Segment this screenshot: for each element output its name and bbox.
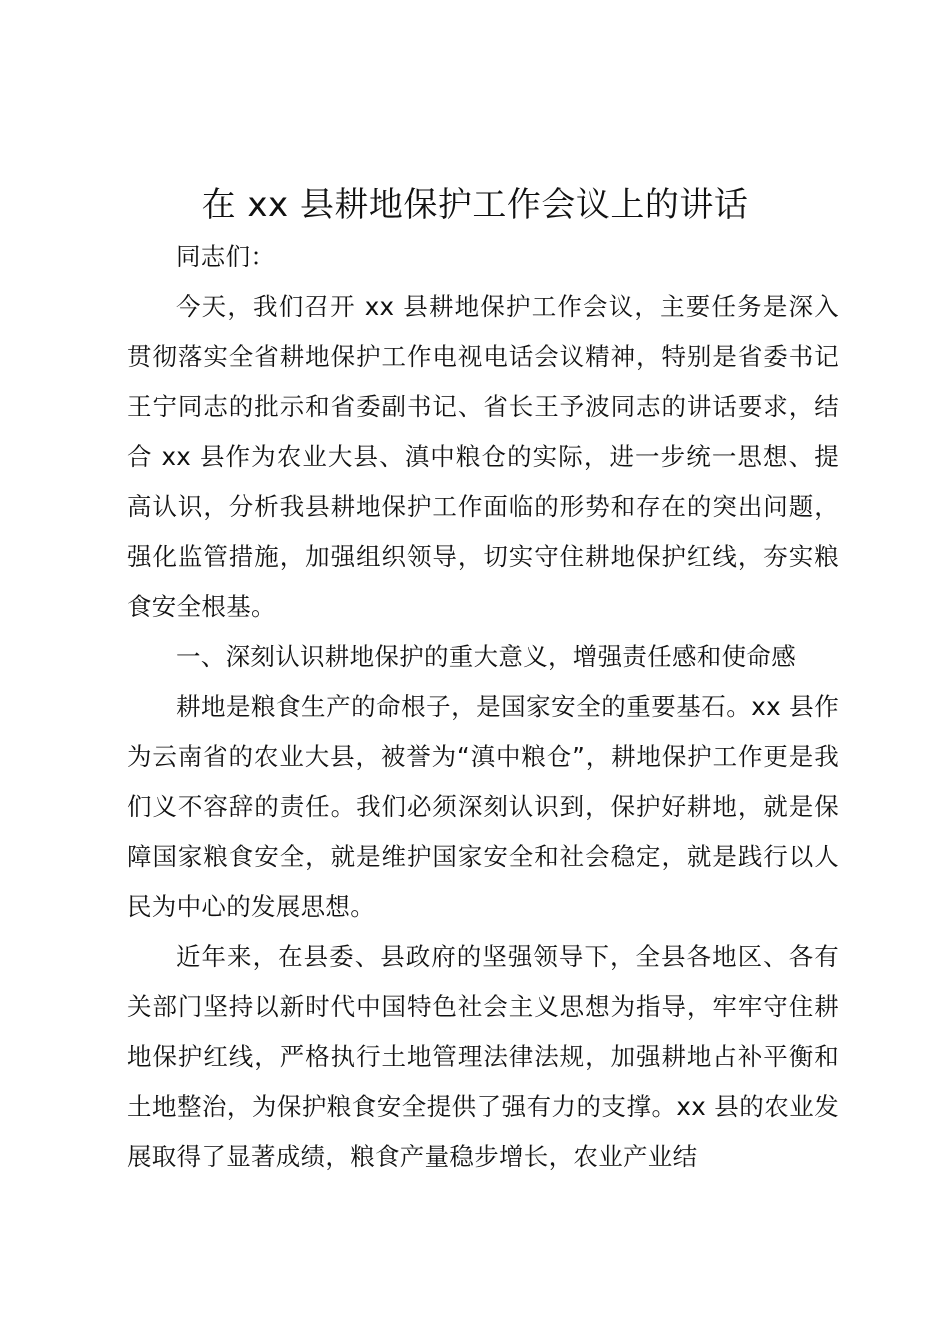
greeting: 同志们：	[176, 242, 276, 271]
section-paragraph-2: 近年来，在县委、县政府的坚强领导下，全县各地区、各有关部门坚持以新时代中国特色社会主义思想为指导，牢牢守住耕地保护红线，严格执行土地管理法律法规，加强耕地占补平衡和土地整治，为保护粮食安全提供了强有力的支撑。xx 县的农业发展取得了显著成绩，粮食产量稳步增长，农业产业结	[127, 942, 839, 1171]
section-heading: 一、深刻认识耕地保护的重大意义，增强责任感和使命感	[176, 642, 796, 671]
document-body	[127, 232, 839, 1182]
document-title: 在 xx 县耕地保护工作会议上的讲话	[201, 185, 749, 225]
section-paragraph-1: 耕地是粮食生产的命根子，是国家安全的重要基石。xx 县作为云南省的农业大县，被誉为“滇中粮仓”，耕地保护工作更是我们义不容辞的责任。我们必须深刻认识到，保护好耕地，就是保障国家粮食安全，就是维护国家安全和社会稳定，就是践行以人民为中心的发展思想。	[127, 692, 839, 921]
intro-paragraph: 今天，我们召开 xx 县耕地保护工作会议，主要任务是深入贯彻落实全省耕地保护工作电视电话会议精神，特别是省委书记王宁同志的批示和省委副书记、省长王予波同志的讲话要求，结合 xx 县作为农业大县、滇中粮仓的实际，进一步统一思想、提高认识，分析我县耕地保护工作面临的形势和存在的突出问题，强化监管措施，加强组织领导，切实守住耕地保护红线，夯实粮食安全根基。	[127, 292, 839, 621]
